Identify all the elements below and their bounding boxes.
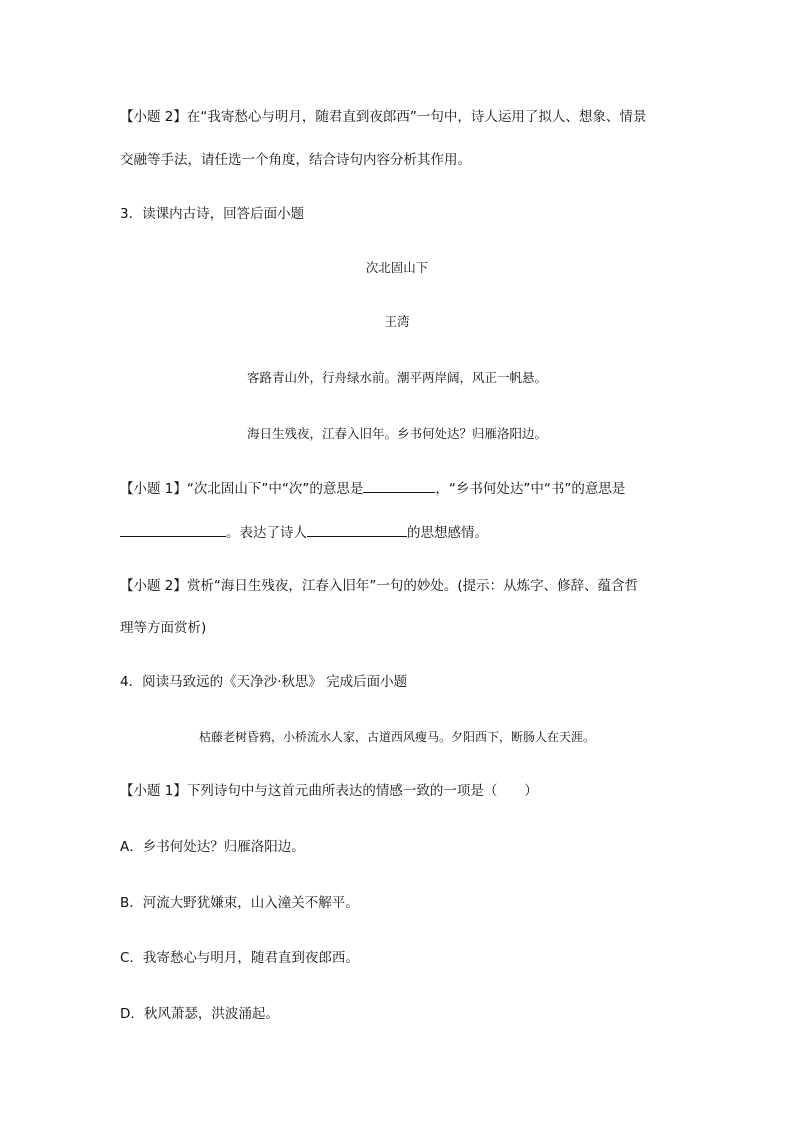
s3-q1-line-1: [120, 478, 625, 499]
section-4-heading: 4．阅读马致远的《天净沙·秋思》 完成后面小题: [120, 674, 408, 690]
answer-blank-2[interactable]: [120, 522, 226, 537]
s3-q1-text-d: 的思想感情。: [407, 525, 488, 541]
poem-author: 王湾: [384, 314, 410, 329]
s3-q1-text-b: ，“乡书何处达”中“书”的意思是: [435, 481, 626, 497]
option-c[interactable]: C．我寄愁心与明月，随君直到夜郎西。: [120, 950, 359, 966]
option-b[interactable]: B．河流大野犹嫌束，山入潼关不解平。: [120, 895, 359, 911]
section-3-heading: 3．读课内古诗，回答后面小题: [120, 206, 305, 222]
s3-q1-text-a: 【小题 1】“次北固山下”中“次”的意思是: [120, 481, 364, 497]
poem-title: 次北固山下: [365, 260, 429, 275]
poem-line-2: 海日生残夜，江春入旧年。乡书何处达？归雁洛阳边。: [246, 426, 547, 441]
q2-prompt-line-1: 【小题 2】在“我寄愁心与明月，随君直到夜郎西”一句中，诗人运用了拟人、想象、情景: [120, 109, 647, 125]
answer-blank-1[interactable]: [363, 478, 435, 493]
q2-prompt-line-2: 交融等手法，请任选一个角度，结合诗句内容分析其作用。: [120, 152, 471, 168]
poem-line-1: 客路青山外，行舟绿水前。潮平两岸阔，风正一帆悬。: [246, 370, 547, 385]
s3-q2-line-2: 理等方面赏析): [120, 620, 207, 636]
qiusi-poem-line: 枯藤老树昏鸦，小桥流水人家，古道西风瘦马。夕阳西下，断肠人在天涯。: [198, 730, 595, 744]
option-d[interactable]: D．秋风萧瑟，洪波涌起。: [120, 1006, 279, 1022]
s3-q2-line-1: 【小题 2】赏析“海日生残夜，江春入旧年”一句的妙处。(提示：从炼字、修辞、蕴含哲: [120, 578, 639, 594]
s3-q1-text-c: 。表达了诗人: [226, 525, 307, 541]
answer-blank-3[interactable]: [307, 522, 407, 537]
option-a[interactable]: A．乡书何处达？归雁洛阳边。: [120, 839, 305, 855]
s3-q1-line-2: [120, 522, 488, 543]
s4-q1-stem: 【小题 1】下列诗句中与这首元曲所表达的情感一致的一项是（ ）: [120, 783, 538, 799]
